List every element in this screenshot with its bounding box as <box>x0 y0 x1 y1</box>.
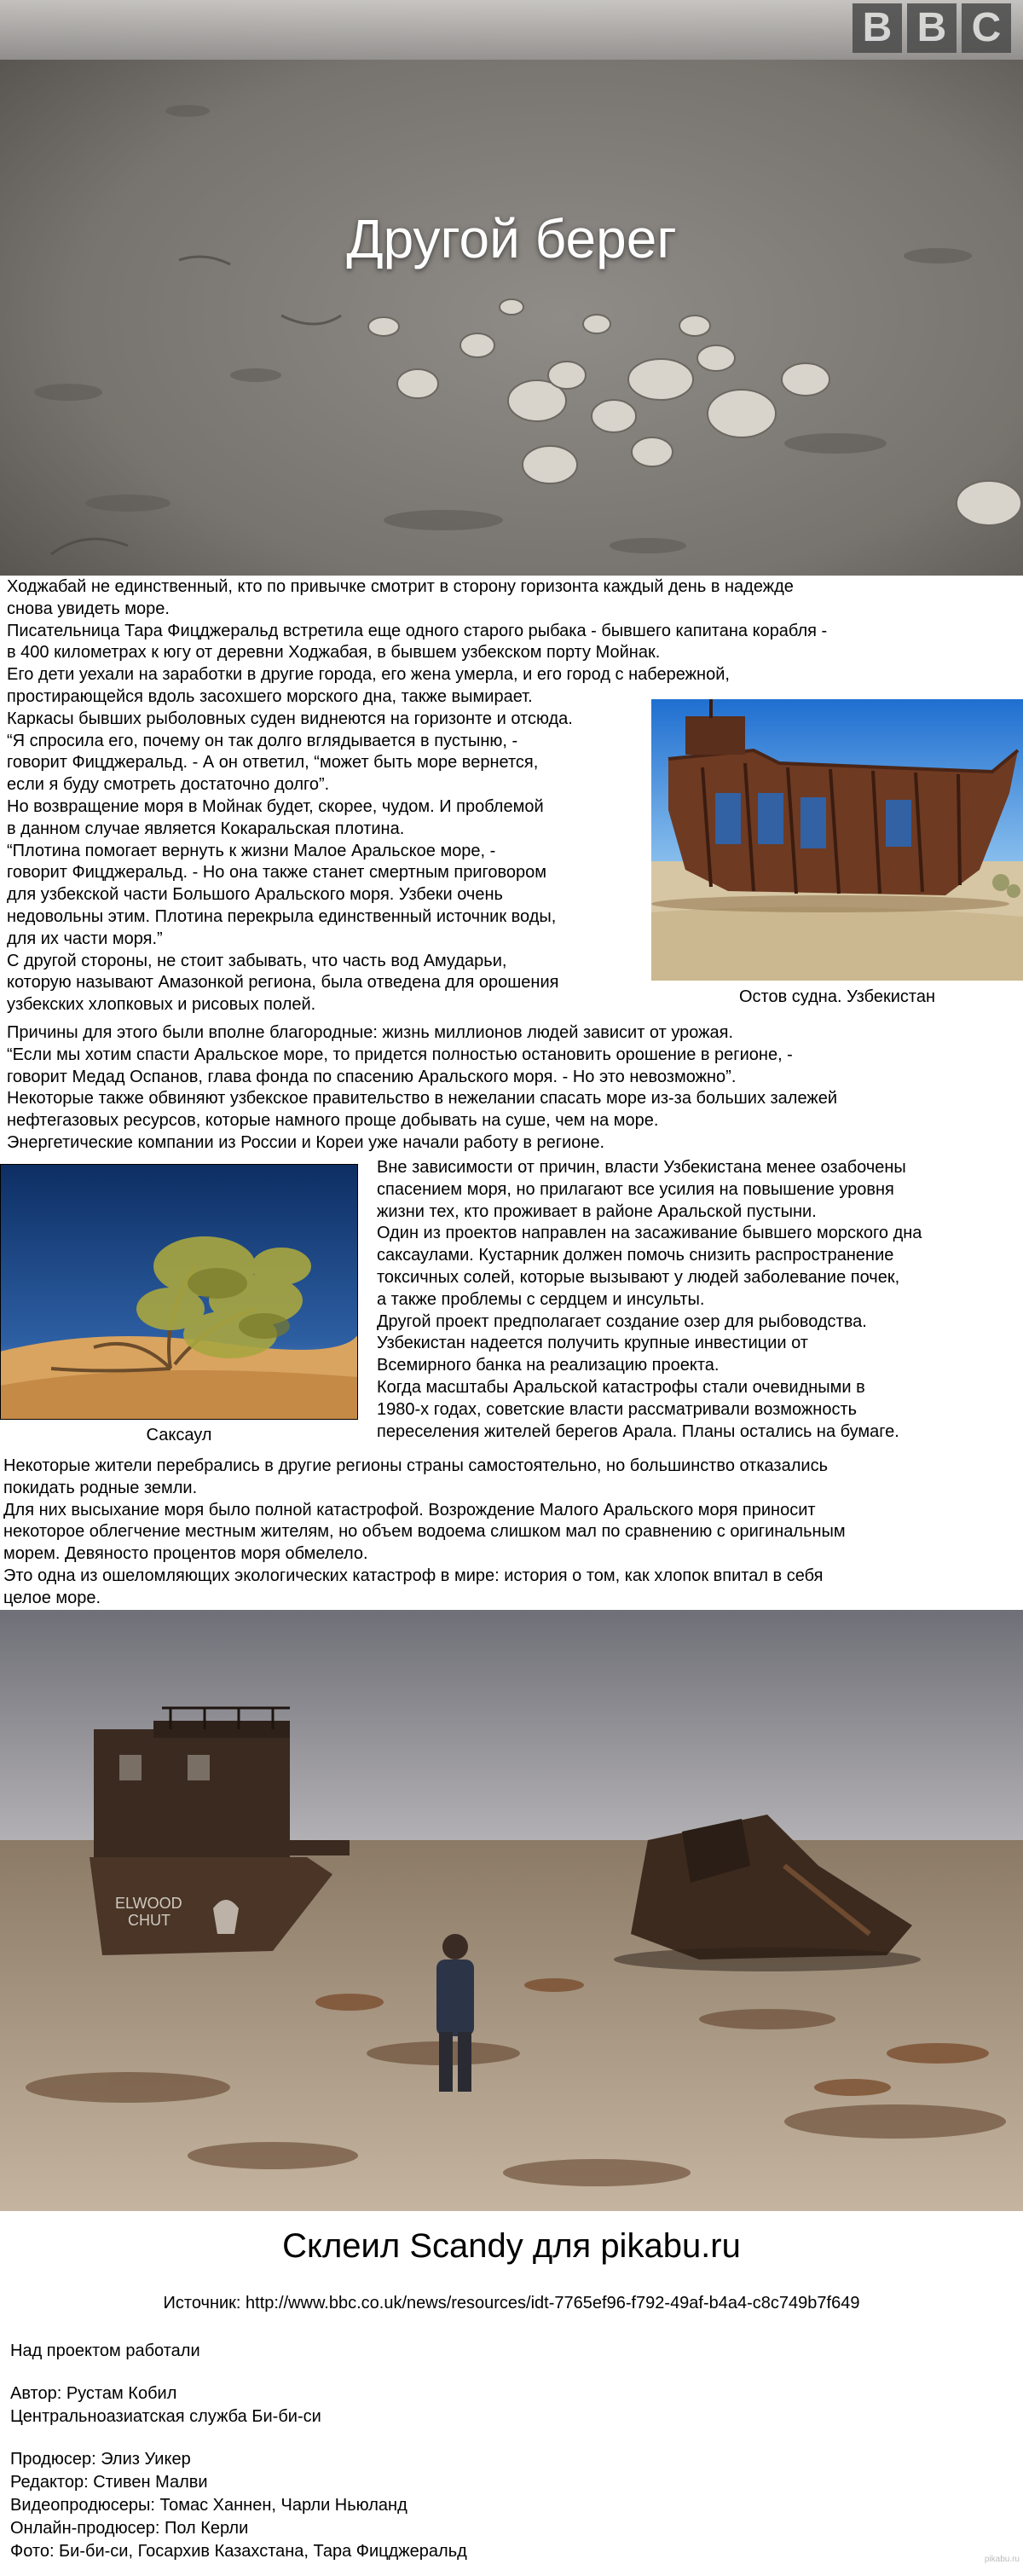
text-line: С другой стороны, не стоит забывать, что часть вод Амударьи, <box>7 951 507 970</box>
text-line: недовольны этим. Плотина перекрыла единственный источник воды, <box>7 906 557 926</box>
text-line: токсичных солей, которые вызывают у людей заболевание почек, <box>377 1267 900 1287</box>
credits-spacer <box>10 2428 948 2448</box>
text-line: говорит Медад Оспанов, глава фонда по спасению Аральского моря. - Но это невозможно”. <box>7 1067 737 1086</box>
text-line: Но возвращение моря в Мойнак будет, скорее, чудом. И проблемой <box>7 796 544 816</box>
intro-text-block <box>7 576 1013 686</box>
text-line: саксаулами. Кустарник должен помочь снизить распространение <box>377 1246 894 1265</box>
text-line: Каркасы бывших рыболовных суден виднеются на горизонте и отсюда. <box>7 709 573 728</box>
text-line: Когда масштабы Аральской катастрофы стали очевидными в <box>377 1377 865 1397</box>
text-line: для их части моря.” <box>7 929 163 948</box>
bbc-logo-letter-3 <box>962 3 1011 53</box>
text-line: покидать родные земли. <box>3 1478 198 1497</box>
bbc-letter-b1: B <box>862 5 893 50</box>
text-line: которую называют Амазонкой региона, была отведена для орошения <box>7 973 559 993</box>
hero-photo <box>0 0 1023 576</box>
moynak-text-block <box>7 686 650 1016</box>
abandoned-boats-image <box>0 1610 1023 2211</box>
credits-block <box>10 2340 948 2563</box>
credit-line: Автор: Рустам Кобил <box>10 2384 177 2403</box>
bbc-logo <box>852 3 1018 53</box>
seashells-on-sand-image <box>0 0 1023 576</box>
credits-heading: Над проектом работали <box>10 2342 200 2360</box>
text-line: узбекских хлопковых и рисовых полей. <box>7 995 316 1015</box>
text-line: переселения жителей берегов Арала. Планы остались на бумаге. <box>377 1421 899 1441</box>
credit-line: Видеопродюсеры: Томас Ханнен, Чарли Ньюланд <box>10 2496 407 2515</box>
boat-lettering-line-2: CHUT <box>128 1912 170 1929</box>
text-line: Вне зависимости от причин, власти Узбекистана менее озабочены <box>377 1158 906 1177</box>
text-line: Некоторые жители перебрались в другие регионы страны самостоятельно, но большинство отказались <box>3 1456 828 1475</box>
text-line: 1980-х годах, советские власти рассматривали возможность <box>377 1399 858 1419</box>
saxaul-tree-image <box>0 1164 358 1420</box>
text-line: Для них высыхание моря было полной катастрофой. Возрождение Малого Аральского моря приносит <box>3 1500 816 1520</box>
saxaul-photo <box>0 1164 358 1420</box>
text-line: “Если мы хотим спасти Аральское море, то придется полностью остановить орошение в регионе, - <box>7 1045 793 1064</box>
text-line: целое море. <box>3 1588 101 1607</box>
text-line: Причины для этого были вполне благородные: жизнь миллионов людей зависит от урожая. <box>7 1023 734 1042</box>
text-line: Узбекистан надеется получить крупные инвестиции от <box>377 1334 808 1353</box>
text-line: “Плотина помогает вернуть к жизни Малое Аральское море, - <box>7 841 496 860</box>
text-line: говорит Фицджеральд. - А он ответил, “может быть море вернется, <box>7 753 539 773</box>
credit-line: Центральноазиатская служба Би-би-си <box>10 2407 321 2426</box>
text-line: снова увидеть море. <box>7 599 170 618</box>
text-line: Другой проект предполагает создание озер для рыбоводства. <box>377 1311 867 1331</box>
bbc-letter-b2: B <box>916 5 947 50</box>
text-line: Некоторые также обвиняют узбекское правительство в нежелании спасать море из-за больших залежей <box>7 1089 838 1109</box>
text-line: “Я спросила его, почему он так долго вглядывается в пустыню, - <box>7 731 518 750</box>
text-line: Это одна из ошеломляющих экологических катастроф в мире: история о том, как хлопок впитал в себя <box>3 1566 824 1585</box>
text-line: Всемирного банка на реализацию проекта. <box>377 1356 720 1375</box>
ship-photo-caption: Остов судна. Узбекистан <box>739 987 935 1006</box>
text-line: Один из проектов направлен на засаживание бывшего морского дна <box>377 1224 922 1243</box>
pikabu-watermark: pikabu.ru <box>984 2555 1020 2564</box>
projects-text-block <box>377 1157 1016 1443</box>
boat-lettering-line-1: ELWOOD <box>115 1895 182 1912</box>
page-title: Другой берег <box>346 208 677 269</box>
text-line: если я буду смотреть достаточно долго”. <box>7 775 330 795</box>
credit-line: Фото: Би-би-си, Госархив Казахстана, Тара Фицджеральд <box>10 2542 467 2561</box>
text-line: а также проблемы с сердцем и инсульты. <box>377 1289 705 1309</box>
text-line: нефтегазовых ресурсов, которые намного проще добывать на суше, чем на море. <box>7 1111 659 1131</box>
bbc-logo-letter-2 <box>907 3 957 53</box>
rusted-ship-image <box>651 699 1023 981</box>
catastrophe-text-block <box>3 1456 1018 1610</box>
ship-photo <box>651 699 1023 981</box>
bbc-letter-c: C <box>971 5 1002 50</box>
text-line: в 400 километрах к югу от деревни Ходжабая, в бывшем узбекском порту Мойнак. <box>7 643 661 663</box>
text-line: жизни тех, кто проживает в районе Аральской пустыни. <box>377 1201 817 1221</box>
text-line: морем. Девяносто процентов моря обмелело. <box>3 1544 368 1564</box>
text-line: Энергетические компании из России и Кореи уже начали работу в регионе. <box>7 1132 605 1152</box>
abandoned-boats-photo <box>0 1610 1023 2211</box>
text-line: спасением моря, но прилагают все усилия на повышение уровня <box>377 1179 894 1199</box>
text-line: Ходжабай не единственный, кто по привычке смотрит в сторону горизонта каждый день в надежде <box>7 577 794 596</box>
text-line: для узбекской части Большого Аральского моря. Узбеки очень <box>7 885 503 905</box>
text-line: простирающейся вдоль засохшего морского дна, также вымирает. <box>7 687 533 706</box>
credits-spacer <box>10 2363 948 2382</box>
glued-by-heading: Склеил Scandy для pikabu.ru <box>282 2227 741 2265</box>
text-line: Его дети уехали на заработки в другие города, его жена умерла, и его город с набережной, <box>7 665 730 685</box>
text-line: говорит Фицджеральд. - Но она также станет смертным приговором <box>7 863 547 883</box>
credit-line: Онлайн-продюсер: Пол Керли <box>10 2519 249 2538</box>
credit-line: Продюсер: Элиз Уикер <box>10 2450 191 2469</box>
irrigation-text-block <box>7 1022 1013 1155</box>
text-line: в данном случае является Кокаральская плотина. <box>7 819 405 838</box>
credit-line: Редактор: Стивен Малви <box>10 2473 208 2492</box>
source-link[interactable]: Источник: http://www.bbc.co.uk/news/resources/idt-7765ef96-f792-49af-b4a4-c8c749b7f649 <box>163 2294 860 2313</box>
saxaul-photo-caption: Саксаул <box>146 1426 212 1444</box>
bbc-logo-letter-1 <box>852 3 902 53</box>
text-line: некоторое облегчение местным жителям, но объем водоема слишком мал по сравнению с оригинальным <box>3 1522 846 1542</box>
text-line: Писательница Тара Фицджеральд встретила еще одного старого рыбака - бывшего капитана корабля - <box>7 621 828 640</box>
